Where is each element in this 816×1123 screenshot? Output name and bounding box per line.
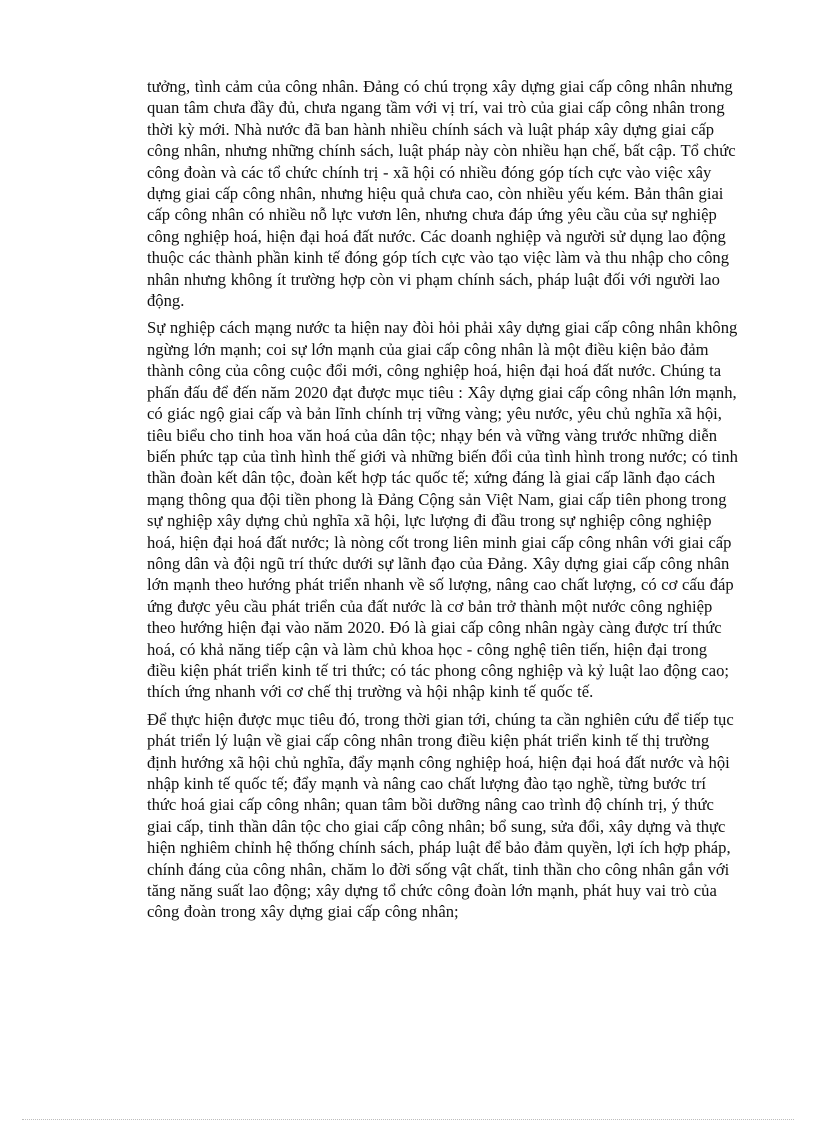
paragraph-1: tưởng, tình cảm của công nhân. Đảng có chú trọng xây dựng giai cấp công nhân nhưng quan tâm chưa đầy đủ, chưa ngang tầm với vị trí, vai trò của giai cấp công nhân trong thời kỳ mới. Nhà nước đã ban hành nhiều chính sách và luật pháp xây dựng giai cấp công nhân, nhưng những chính sách, luật pháp này còn nhiều hạn chế, bất cập. Tổ chức công đoàn và các tổ chức chính trị - xã hội có nhiều đóng góp tích cực vào việc xây dựng giai cấp công nhân, nhưng hiệu quả chưa cao, còn nhiều yếu kém. Bản thân giai cấp công nhân có nhiều nỗ lực vươn lên, nhưng chưa đáp ứng yêu cầu của sự nghiệp công nghiệp hoá, hiện đại hoá đất nước. Các doanh nghiệp và người sử dụng lao động thuộc các thành phần kinh tế đóng góp tích cực vào tạo việc làm và thu nhập cho công nhân nhưng không ít trường hợp còn vi phạm chính sách, pháp luật đối với người lao động. <box>147 77 736 311</box>
paragraph-3: Để thực hiện được mục tiêu đó, trong thời gian tới, chúng ta cần nghiên cứu để tiếp tục phát triển lý luận về giai cấp công nhân trong điều kiện phát triển kinh tế thị trường định hướng xã hội chủ nghĩa, đẩy mạnh công nghiệp hoá, hiện đại hoá đất nước và hội nhập kinh tế quốc tế; đẩy mạnh và nâng cao chất lượng đào tạo nghề, từng bước trí thức hoá giai cấp công nhân; quan tâm bồi dưỡng nâng cao trình độ chính trị, ý thức giai cấp, tinh thần dân tộc cho giai cấp công nhân; bổ sung, sửa đổi, xây dựng và thực hiện nghiêm chỉnh hệ thống chính sách, pháp luật để bảo đảm quyền, lợi ích hợp pháp, chính đáng của công nhân, chăm lo đời sống vật chất, tinh thần cho công nhân gắn với tăng năng suất lao động; xây dựng tổ chức công đoàn lớn mạnh, phát huy vai trò của công đoàn trong xây dựng giai cấp công nhân; <box>147 709 734 922</box>
page-bottom-divider <box>22 1119 794 1120</box>
body-text <box>147 76 739 929</box>
paragraph-2: Sự nghiệp cách mạng nước ta hiện nay đòi hỏi phải xây dựng giai cấp công nhân không ngừng lớn mạnh; coi sự lớn mạnh của giai cấp công nhân là một điều kiện bảo đảm thành công của công cuộc đổi mới, công nghiệp hoá, hiện đại hoá đất nước. Chúng ta phấn đấu để đến năm 2020 đạt được mục tiêu : Xây dựng giai cấp công nhân lớn mạnh, có giác ngộ giai cấp và bản lĩnh chính trị vững vàng; yêu nước, yêu chủ nghĩa xã hội, tiêu biểu cho tinh hoa văn hoá của dân tộc; nhạy bén và vững vàng trước những diễn biến phức tạp của tình hình thế giới và những biến đổi của tình hình trong nước; có tinh thần đoàn kết dân tộc, đoàn kết hợp tác quốc tế; xứng đáng là giai cấp lãnh đạo cách mạng thông qua đội tiền phong là Đảng Cộng sản Việt Nam, giai cấp tiên phong trong sự nghiệp xây dựng chủ nghĩa xã hội, lực lượng đi đầu trong sự nghiệp công nghiệp hoá, hiện đại hoá đất nước; là nòng cốt trong liên minh giai cấp công nhân với giai cấp nông dân và đội ngũ trí thức dưới sự lãnh đạo của Đảng. Xây dựng giai cấp công nhân lớn mạnh theo hướng phát triển nhanh về số lượng, nâng cao chất lượng, có cơ cấu đáp ứng được yêu cầu phát triển của đất nước là cơ bản trở thành một nước công nghiệp theo hướng hiện đại vào năm 2020. Đó là giai cấp công nhân ngày càng được trí thức hoá, có khả năng tiếp cận và làm chủ khoa học - công nghệ tiên tiến, hiện đại trong điều kiện phát triển kinh tế tri thức; có tác phong công nghiệp và kỷ luật lao động cao; thích ứng nhanh với cơ chế thị trường và hội nhập kinh tế quốc tế. <box>147 318 738 702</box>
